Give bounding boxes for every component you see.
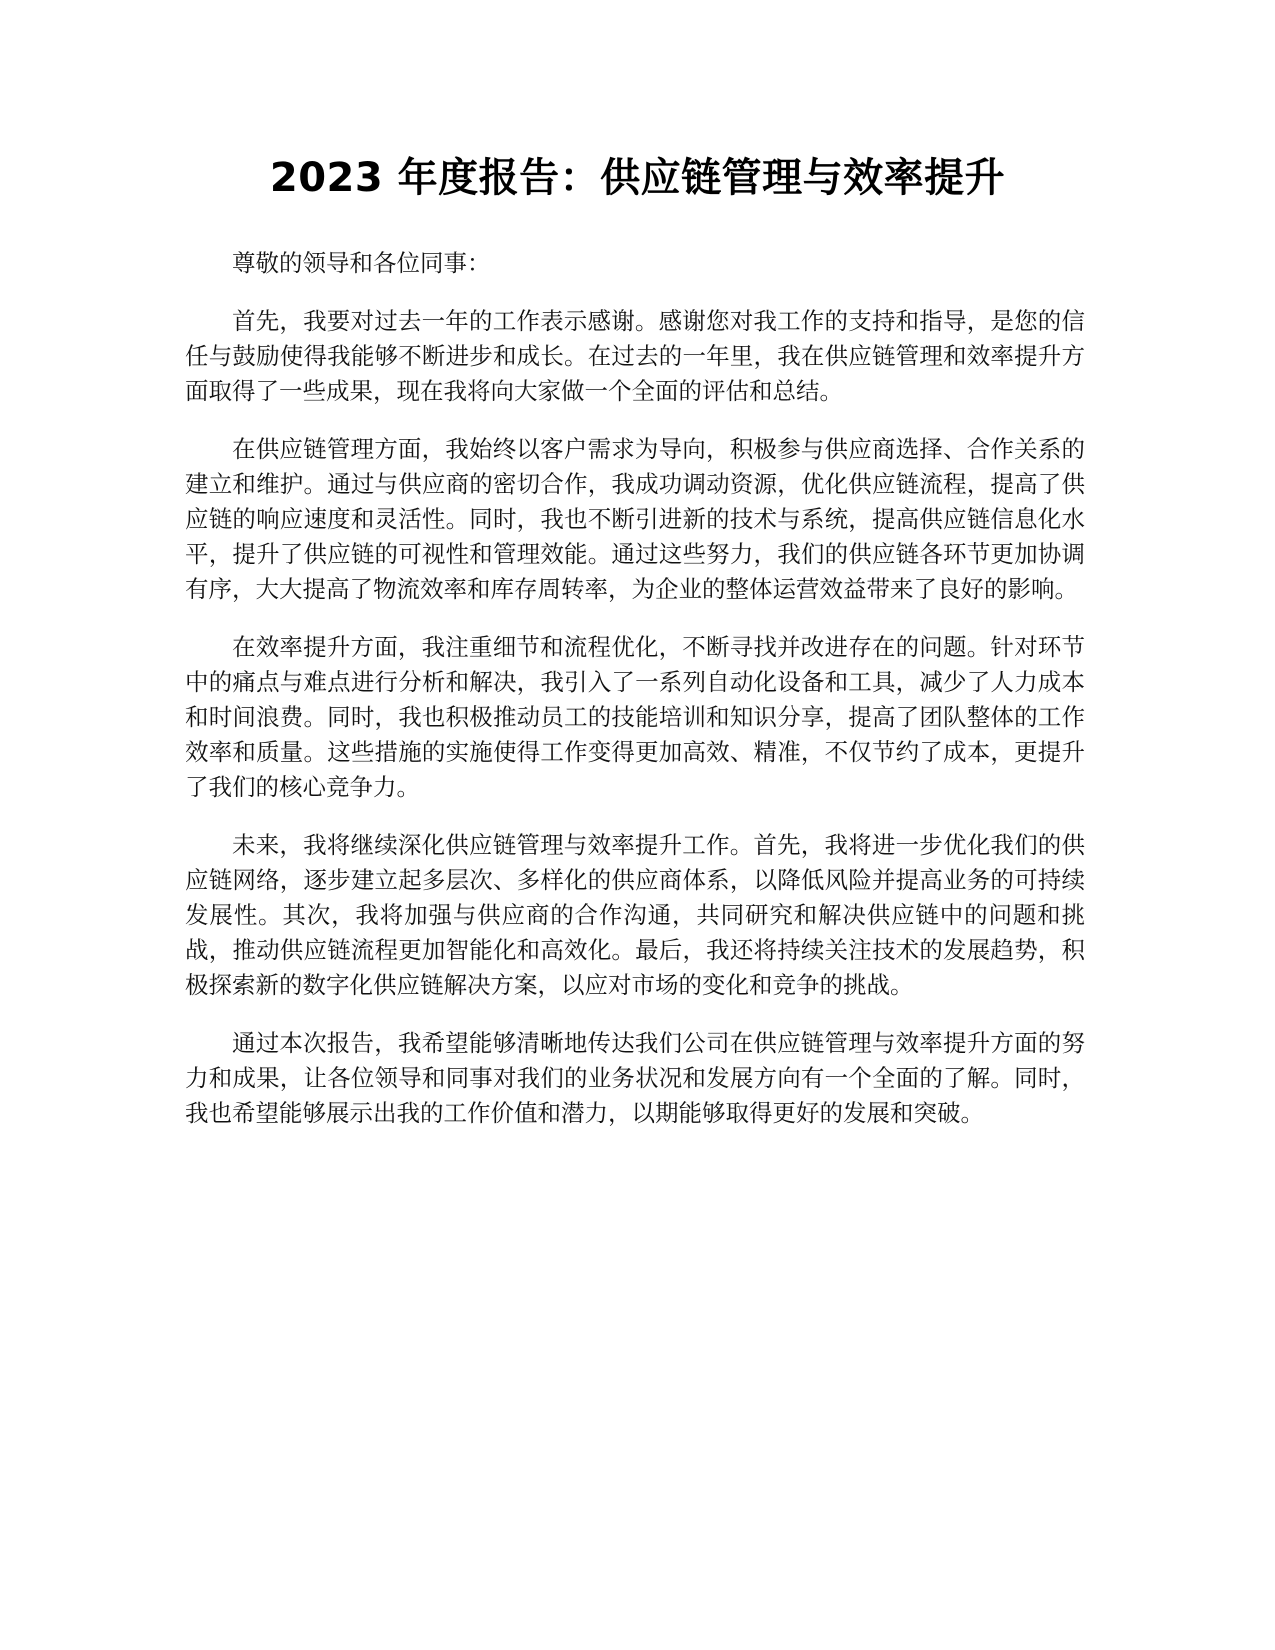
paragraph-intro: 首先，我要对过去一年的工作表示感谢。感谢您对我工作的支持和指导，是您的信任与鼓励使得我能够不断进步和成长。在过去的一年里，我在供应链管理和效率提升方面取得了一些成果，现在我将向大家做一个全面的评估和总结。 [185,307,1085,405]
paragraph-conclusion: 通过本次报告，我希望能够清晰地传达我们公司在供应链管理与效率提升方面的努力和成果，让各位领导和同事对我们的业务状况和发展方向有一个全面的了解。同时，我也希望能够展示出我的工作价值和潜力，以期能够取得更好的发展和突破。 [185,1029,1085,1127]
document-title: 2023 年度报告：供应链管理与效率提升 [269,155,1006,201]
salutation: 尊敬的领导和各位同事： [232,249,491,277]
paragraph-efficiency: 在效率提升方面，我注重细节和流程优化，不断寻找并改进存在的问题。针对环节中的痛点与难点进行分析和解决，我引入了一系列自动化设备和工具，减少了人力成本和时间浪费。同时，我也积极推动员工的技能培训和知识分享，提高了团队整体的工作效率和质量。这些措施的实施使得工作变得更加高效、精准，不仅节约了成本，更提升了我们的核心竞争力。 [185,633,1085,801]
document-body [185,246,1085,1154]
paragraph-supply-chain: 在供应链管理方面，我始终以客户需求为导向，积极参与供应商选择、合作关系的建立和维护。通过与供应商的密切合作，我成功调动资源，优化供应链流程，提高了供应链的响应速度和灵活性。同时，我也不断引进新的技术与系统，提高供应链信息化水平，提升了供应链的可视性和管理效能。通过这些努力，我们的供应链各环节更加协调有序，大大提高了物流效率和库存周转率，为企业的整体运营效益带来了良好的影响。 [185,435,1085,603]
paragraph-future: 未来，我将继续深化供应链管理与效率提升工作。首先，我将进一步优化我们的供应链网络，逐步建立起多层次、多样化的供应商体系，以降低风险并提高业务的可持续发展性。其次，我将加强与供应商的合作沟通，共同研究和解决供应链中的问题和挑战，推动供应链流程更加智能化和高效化。最后，我还将持续关注技术的发展趋势，积极探索新的数字化供应链解决方案，以应对市场的变化和竞争的挑战。 [185,831,1085,999]
